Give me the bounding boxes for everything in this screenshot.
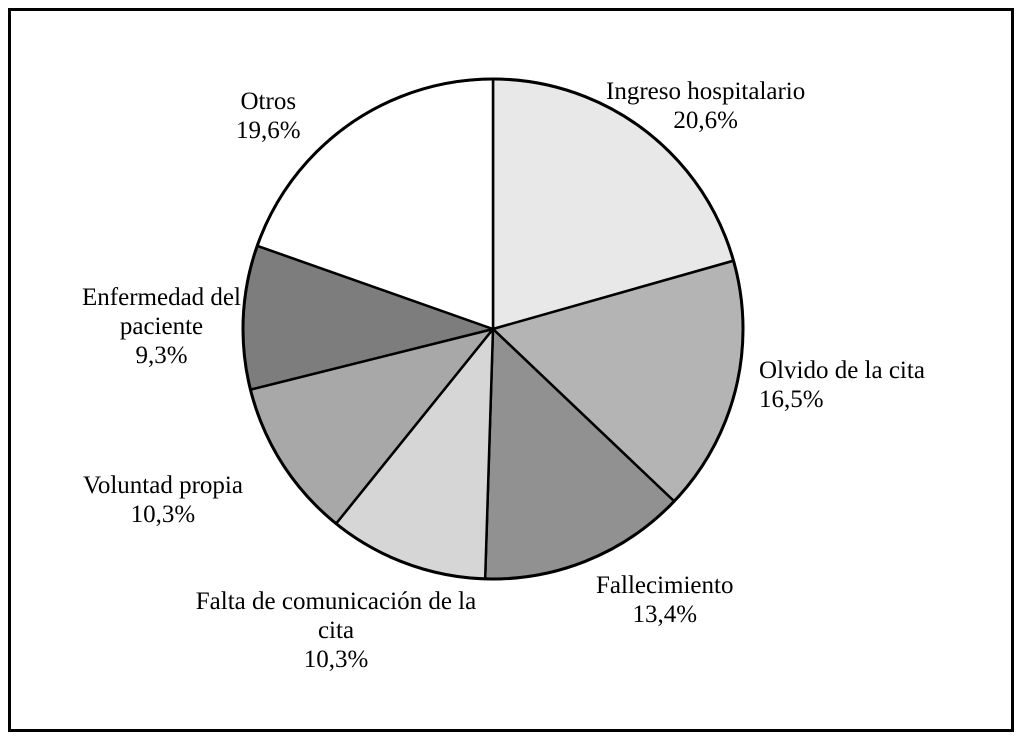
pie-label-enfermedad-del-paciente bbox=[69, 283, 254, 370]
pie-label-text: Olvido de la cita bbox=[759, 357, 925, 384]
pie-chart-plot-area bbox=[11, 11, 1011, 729]
chart-figure bbox=[8, 8, 1014, 732]
pie-label-value: 10,3% bbox=[303, 646, 369, 673]
pie-label-text: Falta de comunicación de la cita bbox=[195, 588, 477, 644]
pie-label-olvido-de-la-cita bbox=[759, 356, 925, 414]
pie-label-otros bbox=[236, 87, 301, 145]
pie-chart-svg bbox=[233, 69, 753, 589]
pie-label-text: Voluntad propia bbox=[83, 472, 243, 499]
pie-label-fallecimiento bbox=[596, 571, 733, 629]
pie-slices-group bbox=[240, 79, 743, 579]
pie-label-text: Enfermedad del paciente bbox=[82, 284, 241, 340]
pie-label-falta-de-comunicacion-de-la-cita bbox=[191, 587, 481, 674]
pie-label-value: 9,3% bbox=[135, 342, 188, 369]
pie-label-value: 13,4% bbox=[632, 601, 698, 628]
pie-label-value: 16,5% bbox=[759, 386, 824, 413]
pie-label-value: 20,6% bbox=[673, 107, 738, 134]
pie-label-value: 10,3% bbox=[130, 501, 196, 528]
pie-label-voluntad-propia bbox=[83, 471, 243, 529]
pie-label-text: Ingreso hospitalario bbox=[606, 78, 806, 105]
pie-label-text: Otros bbox=[240, 88, 297, 115]
pie-label-ingreso-hospitalario bbox=[606, 77, 805, 135]
pie-label-value: 19,6% bbox=[236, 117, 301, 144]
pie-label-text: Fallecimiento bbox=[596, 572, 734, 599]
